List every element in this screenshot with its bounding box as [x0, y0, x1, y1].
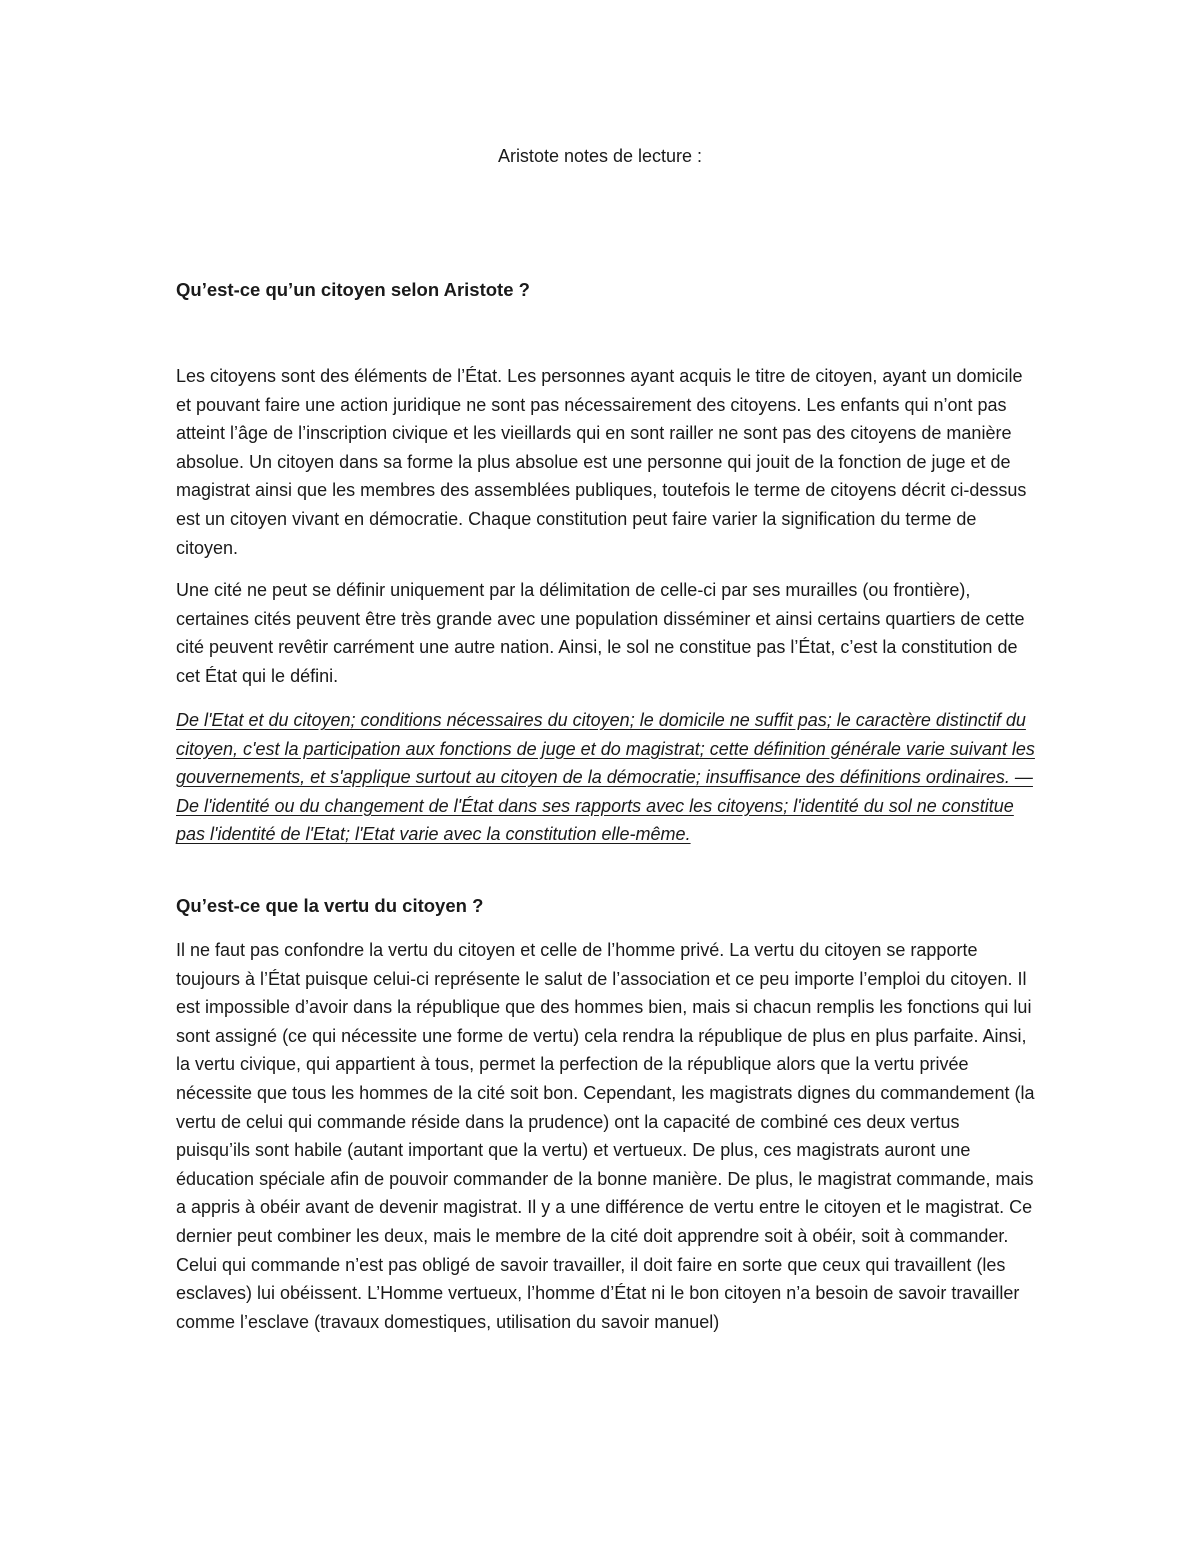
document-title: Aristote notes de lecture :	[497, 146, 703, 166]
paragraph-elements-etat: Les citoyens sont des éléments de l’État. Les personnes ayant acquis le titre de citoyen, ayant un domicile et pouvant faire une action juridique ne sont pas nécessairement des citoyens. Les enfants qui n’ont pas atteint l’âge de l’inscription civique et les vieillards qui en sont railler ne sont pas des citoyens de manière absolue. Un citoyen dans sa forme la plus absolue est une personne qui jouit de la fonction de juge et de magistrat ainsi que les membres des assemblées publiques, toutefois le terme de citoyens décrit ci-dessus est un citoyen vivant en démocratie. Chaque constitution peut faire varier la signification du terme de citoyen.	[176, 366, 1027, 558]
paragraph-cite-definition: Une cité ne peut se définir uniquement par la délimitation de celle-ci par ses murailles (ou frontière), certaines cités peuvent être très grande avec une population disséminer et ainsi certains quartiers de cette cité peuvent revêtir carrément une autre nation. Ainsi, le sol ne constitue pas l’État, c’est la constitution de cet État qui le défini.	[176, 580, 1025, 686]
paragraph-vertu-citoyen: Il ne faut pas confondre la vertu du citoyen et celle de l’homme privé. La vertu du citoyen se rapporte toujours à l’État puisque celui-ci représente le salut de l’association et ce peu importe l’emploi du citoyen. Il est impossible d’avoir dans la république que des hommes bien, mais si chacun remplis les fonctions qui lui sont assigné (ce qui nécessite une forme de vertu) cela rendra la république de plus en plus parfaite. Ainsi, la vertu civique, qui appartient à tous, permet la perfection de la république alors que la vertu privée nécessite que tous les hommes de la cité soit bon. Cependant, les magistrats dignes du commandement (la vertu de celui qui commande réside dans la prudence) ont la capacité de combiné ces deux vertus puisqu’ils sont habile (autant important que la vertu) et vertueux. De plus, ces magistrats auront une éducation spéciale afin de pouvoir commander de la bonne manière. De plus, le magistrat commande, mais a appris à obéir avant de devenir magistrat. Il y a une différence de vertu entre le citoyen et le magistrat. Ce dernier peut combiner les deux, mais le membre de la cité doit apprendre soit à obéir, soit à commander. Celui qui commande n’est pas obligé de savoir travailler, il doit faire en sorte que ceux qui travaillent (les esclaves) lui obéissent. L’Homme vertueux, l’homme d’État ni le bon citoyen n’a besoin de savoir travailler comme l’esclave (travaux domestiques, utilisation du savoir manuel)	[176, 940, 1035, 1332]
section-heading-citoyen: Qu’est-ce qu’un citoyen selon Aristote ?	[176, 279, 530, 300]
section-heading-vertu: Qu’est-ce que la vertu du citoyen ?	[176, 895, 484, 916]
quoted-summary: De l'Etat et du citoyen; conditions nécessaires du citoyen; le domicile ne suffit pas; le caractère distinctif du citoyen, c'est la participation aux fonctions de juge et do magistrat; cette définition générale varie suivant les gouvernements, et s'applique surtout au citoyen de la démocratie; insuffisance des définitions ordinaires. — De l'identité ou du changement de l'État dans ses rapports avec les citoyens; l'identité du sol ne constitue pas l'identité de l'Etat; l'Etat varie avec la constitution elle-même.	[176, 710, 1035, 845]
